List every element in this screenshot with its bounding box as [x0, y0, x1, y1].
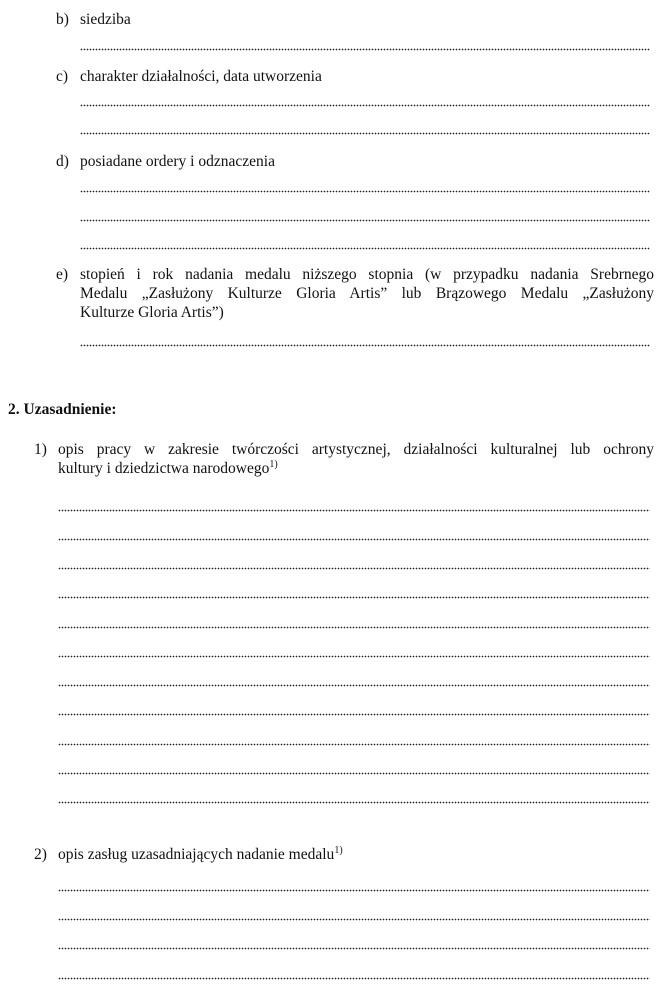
opis-zaslug-line-4[interactable]: [58, 977, 650, 980]
opis-pracy-line-10[interactable]: [58, 772, 650, 775]
ordery-field-line-1[interactable]: [80, 190, 650, 193]
siedziba-field[interactable]: [80, 48, 650, 51]
item-2-footnote: 1): [334, 845, 343, 856]
item-b-label: siedziba: [80, 11, 131, 28]
item-d-marker: d): [56, 153, 69, 170]
item-2-label: opis zasług uzasadniających nadanie medalu: [58, 846, 335, 863]
item-c-label: charakter działalności, data utworzenia: [80, 68, 322, 85]
item-1-line-1: opis pracy w zakresie twórczości artystycznej, działalności kulturalnej lub ochrony: [58, 441, 654, 458]
ordery-field-line-2[interactable]: [80, 219, 650, 222]
item-1-marker: 1): [34, 441, 47, 458]
item-1-line-2-wrap: [58, 459, 654, 478]
opis-zaslug-line-3[interactable]: [58, 947, 650, 950]
opis-pracy-line-7[interactable]: [58, 684, 650, 687]
item-c-marker: c): [56, 68, 69, 85]
opis-pracy-line-2[interactable]: [58, 538, 650, 541]
item-2-text: [58, 845, 343, 864]
item-e-marker: e): [56, 266, 69, 283]
item-1-text: [58, 440, 654, 478]
stopien-field[interactable]: [80, 344, 650, 347]
item-1-footnote: 1): [269, 459, 278, 470]
charakter-field-line-2[interactable]: [80, 132, 650, 135]
item-e-line-3: Kulturze Gloria Artis”): [80, 304, 224, 321]
opis-pracy-line-1[interactable]: [58, 509, 650, 512]
section-heading: 2. Uzasadnienie:: [8, 401, 117, 418]
opis-pracy-line-11[interactable]: [58, 801, 650, 804]
opis-pracy-line-4[interactable]: [58, 596, 650, 599]
opis-zaslug-line-2[interactable]: [58, 918, 650, 921]
opis-pracy-line-8[interactable]: [58, 713, 650, 716]
opis-pracy-line-9[interactable]: [58, 743, 650, 746]
opis-pracy-line-6[interactable]: [58, 655, 650, 658]
opis-pracy-line-5[interactable]: [58, 626, 650, 629]
item-d-label: posiadane ordery i odznaczenia: [80, 153, 275, 170]
charakter-field-line-1[interactable]: [80, 104, 650, 107]
item-e-text: [80, 265, 654, 322]
item-b-marker: b): [56, 11, 69, 28]
item-e-line-1: stopień i rok nadania medalu niższego stopnia (w przypadku nadania Srebrnego: [80, 266, 654, 283]
opis-pracy-line-3[interactable]: [58, 567, 650, 570]
item-e-line-2: Medalu „Zasłużony Kulturze Gloria Artis” lub Brązowego Medalu „Zasłużony: [80, 285, 654, 302]
item-2-marker: 2): [34, 846, 47, 863]
opis-zaslug-line-1[interactable]: [58, 889, 650, 892]
item-1-line-2: kultury i dziedzictwa narodowego: [58, 460, 270, 477]
ordery-field-line-3[interactable]: [80, 247, 650, 250]
